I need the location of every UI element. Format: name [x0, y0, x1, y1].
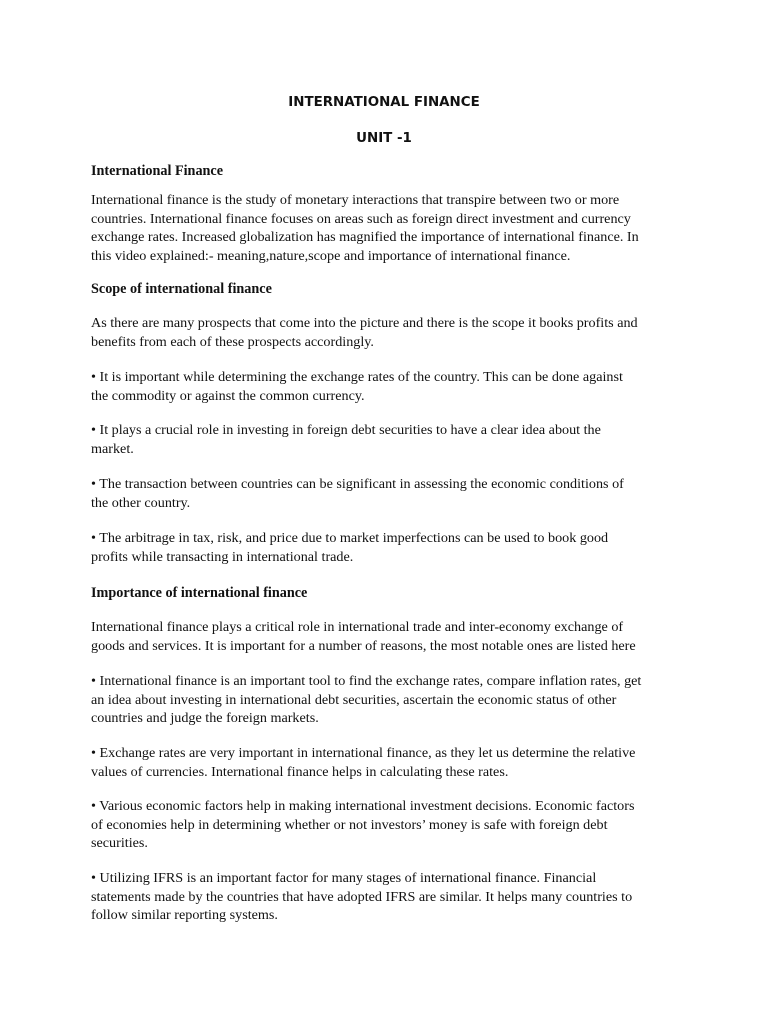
text-line: International finance plays a critical role in international trade and inter-economy exchange of: [91, 619, 624, 635]
text-line: values of currencies. International finance helps in calculating these rates.: [91, 763, 509, 780]
bullet-paragraph: [91, 797, 691, 853]
text-line: benefits from each of these prospects accordingly.: [91, 333, 374, 350]
text-line: this video explained:- meaning,nature,scope and importance of international finance.: [91, 247, 571, 264]
document-title: INTERNATIONAL FINANCE: [288, 95, 480, 110]
paragraph: [91, 618, 691, 655]
text-line: countries and judge the foreign markets.: [91, 710, 319, 727]
bullet-paragraph: [91, 672, 691, 728]
text-line: • The transaction between countries can be significant in assessing the economic conditions of: [91, 476, 624, 492]
bullet-paragraph: [91, 869, 691, 925]
text-line: follow similar reporting systems.: [91, 907, 278, 924]
text-line: • Utilizing IFRS is an important factor for many stages of international finance. Financial: [91, 870, 597, 886]
text-line: exchange rates. Increased globalization has magnified the importance of international finance. In: [91, 229, 639, 246]
text-line: • International finance is an important tool to find the exchange rates, compare inflation rates, get: [91, 673, 642, 689]
text-line: International finance is the study of monetary interactions that transpire between two or more: [91, 192, 620, 208]
text-line: goods and services. It is important for a number of reasons, the most notable ones are listed here: [91, 637, 636, 654]
bullet-paragraph: [91, 529, 691, 566]
paragraph: [91, 314, 691, 351]
text-line: • Exchange rates are very important in international finance, as they let us determine the relative: [91, 745, 636, 761]
text-line: countries. International finance focuses on areas such as foreign direct investment and currency: [91, 210, 631, 227]
text-line: • It is important while determining the exchange rates of the country. This can be done against: [91, 369, 623, 385]
text-line: statements made by the countries that have adopted IFRS are similar. It helps many countries to: [91, 888, 633, 905]
text-line: profits while transacting in international trade.: [91, 548, 354, 565]
section-heading-scope: Scope of international finance: [91, 281, 272, 297]
paragraph: [91, 191, 691, 265]
text-line: the commodity or against the common currency.: [91, 387, 365, 404]
text-line: of economies help in determining whether or not investors’ money is safe with foreign debt: [91, 816, 608, 833]
text-line: • Various economic factors help in making international investment decisions. Economic factors: [91, 798, 635, 814]
bullet-paragraph: [91, 368, 691, 405]
unit-title: UNIT -1: [356, 131, 412, 146]
text-line: As there are many prospects that come into the picture and there is the scope it books profits and: [91, 315, 638, 331]
bullet-paragraph: [91, 421, 691, 458]
text-line: an idea about investing in international debt securities, ascertain the economic status of other: [91, 691, 617, 708]
text-line: • The arbitrage in tax, risk, and price due to market imperfections can be used to book good: [91, 530, 609, 546]
text-line: the other country.: [91, 494, 191, 511]
text-line: market.: [91, 440, 134, 457]
section-heading-importance: Importance of international finance: [91, 585, 308, 601]
text-line: securities.: [91, 835, 148, 852]
bullet-paragraph: [91, 744, 691, 781]
text-line: • It plays a crucial role in investing in foreign debt securities to have a clear idea about the: [91, 422, 601, 438]
bullet-paragraph: [91, 475, 691, 512]
section-heading-international-finance: International Finance: [91, 163, 224, 179]
